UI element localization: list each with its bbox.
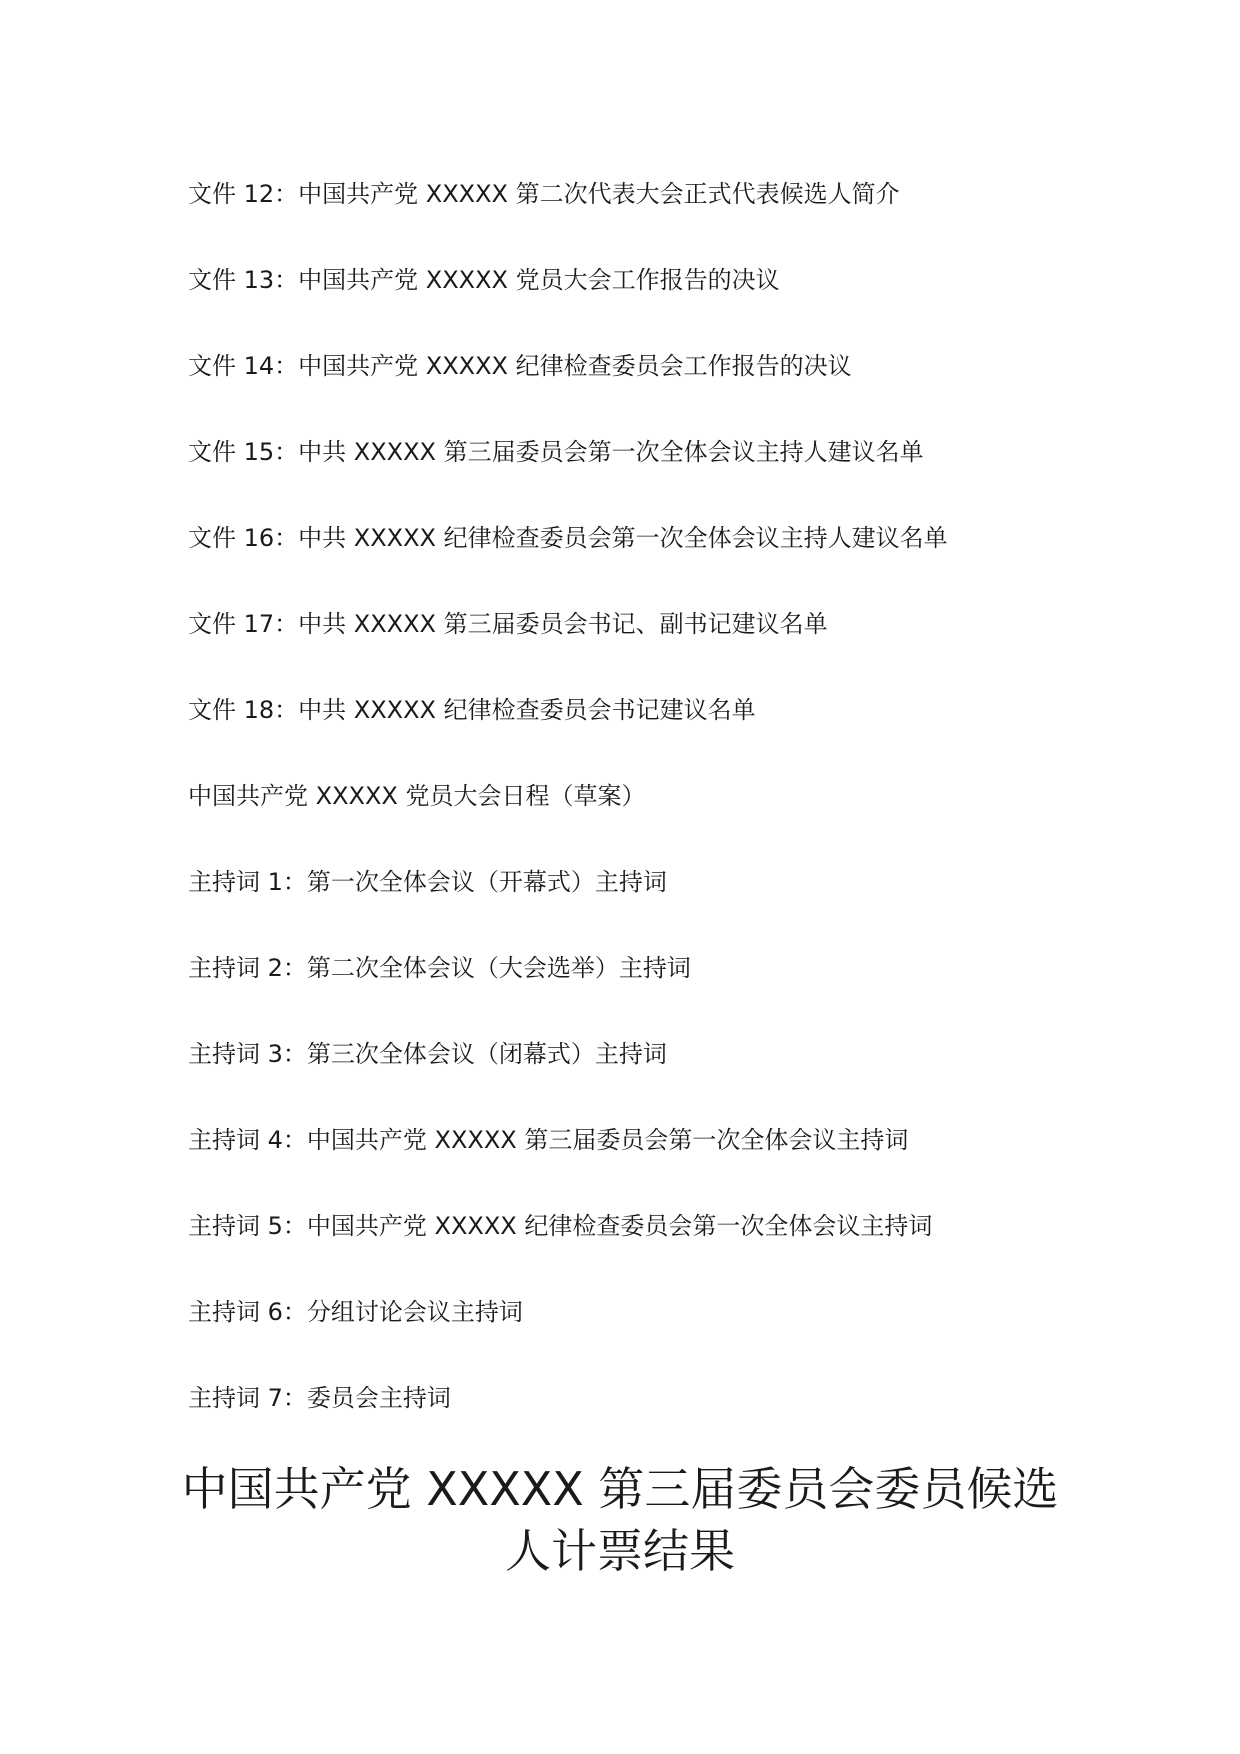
list-item: 文件 15：中共 XXXXX 第三届委员会第一次全体会议主持人建议名单 <box>188 438 924 466</box>
section-heading-line: 人计票结果 <box>505 1524 735 1578</box>
list-item: 文件 14：中国共产党 XXXXX 纪律检查委员会工作报告的决议 <box>188 352 852 380</box>
list-item: 文件 18：中共 XXXXX 纪律检查委员会书记建议名单 <box>188 696 756 724</box>
list-item: 主持词 2：第二次全体会议（大会选举）主持词 <box>188 954 691 982</box>
list-item: 文件 16：中共 XXXXX 纪律检查委员会第一次全体会议主持人建议名单 <box>188 524 948 552</box>
list-item: 主持词 1：第一次全体会议（开幕式）主持词 <box>188 868 667 896</box>
list-item: 主持词 7：委员会主持词 <box>188 1384 451 1412</box>
list-item: 文件 12：中国共产党 XXXXX 第二次代表大会正式代表候选人简介 <box>188 180 900 208</box>
list-item: 主持词 6：分组讨论会议主持词 <box>188 1298 523 1326</box>
list-item: 文件 17：中共 XXXXX 第三届委员会书记、副书记建议名单 <box>188 610 828 638</box>
list-item: 主持词 5：中国共产党 XXXXX 纪律检查委员会第一次全体会议主持词 <box>188 1212 933 1240</box>
list-item: 主持词 4：中国共产党 XXXXX 第三届委员会第一次全体会议主持词 <box>188 1126 909 1154</box>
section-heading-line: 中国共产党 XXXXX 第三届委员会委员候选 <box>181 1462 1059 1516</box>
section-heading <box>100 1458 1140 1582</box>
list-item: 文件 13：中国共产党 XXXXX 党员大会工作报告的决议 <box>188 266 780 294</box>
document-list <box>188 172 1188 1462</box>
list-item: 主持词 3：第三次全体会议（闭幕式）主持词 <box>188 1040 667 1068</box>
list-item: 中国共产党 XXXXX 党员大会日程（草案） <box>188 782 646 810</box>
